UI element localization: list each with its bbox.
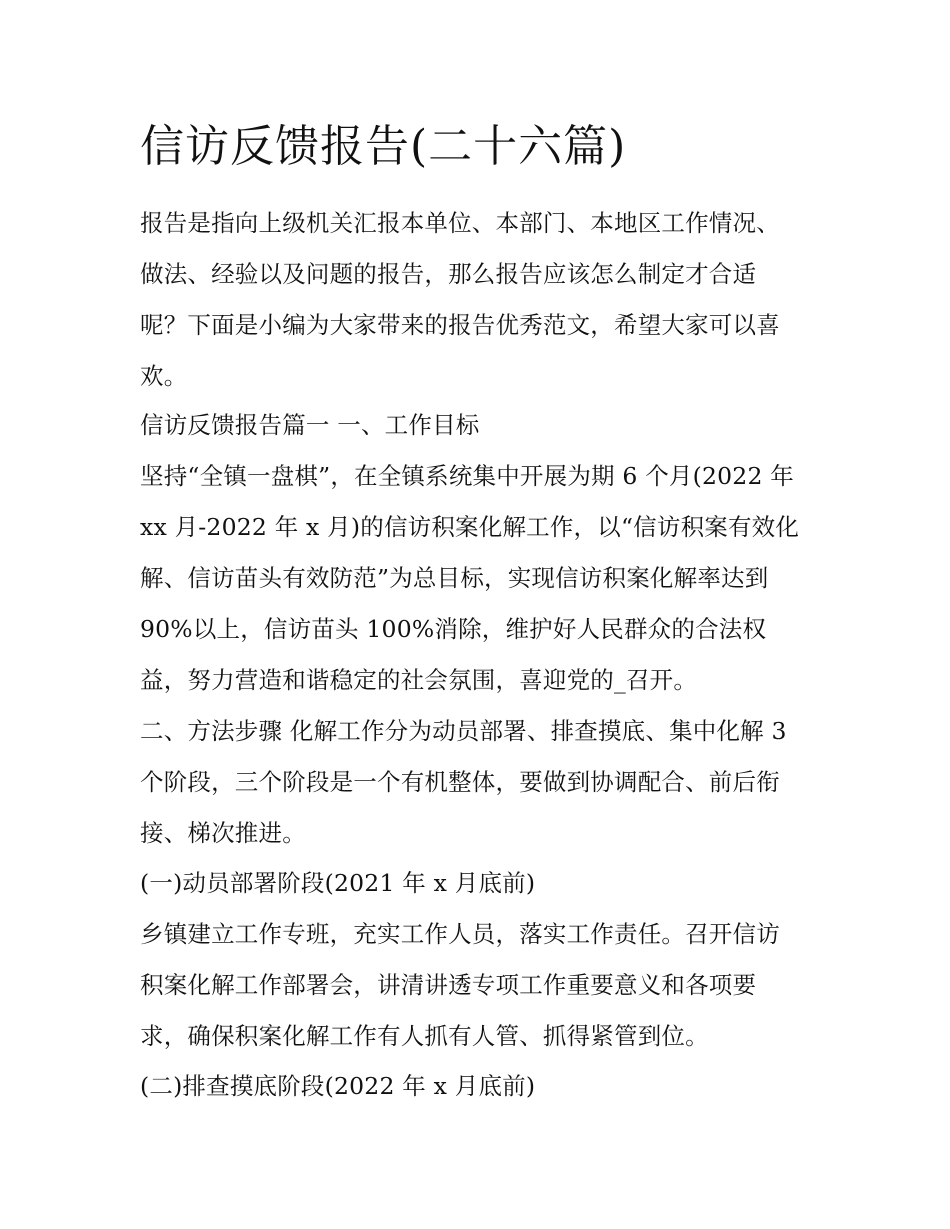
body-line: 报告是指向上级机关汇报本单位、本部门、本地区工作情况、 bbox=[140, 209, 780, 237]
body-line: 呢？下面是小编为大家带来的报告优秀范文，希望大家可以喜 bbox=[140, 311, 780, 339]
body-line: 益，努力营造和谐稳定的社会氛围，喜迎党的_召开。 bbox=[140, 666, 698, 694]
body-line: 积案化解工作部署会，讲清讲透专项工作重要意义和各项要 bbox=[140, 971, 757, 999]
body-line: 求，确保积案化解工作有人抓有人管、抓得紧管到位。 bbox=[140, 1022, 709, 1050]
body-line: 坚持“全镇一盘棋”，在全镇系统集中开展为期 6 个月(2022 年 bbox=[140, 462, 794, 490]
subsection-heading: (二)排查摸底阶段(2022 年 x 月底前) bbox=[140, 1072, 536, 1100]
body-line: 欢。 bbox=[140, 362, 188, 390]
body-line: 做法、经验以及问题的报告，那么报告应该怎么制定才合适 bbox=[140, 260, 757, 288]
body-line: xx 月-2022 年 x 月)的信访积案化解工作，以“信访积案有效化 bbox=[140, 513, 800, 541]
section-heading: 信访反馈报告篇一 一、工作目标 bbox=[140, 411, 480, 439]
subsection-heading: (一)动员部署阶段(2021 年 x 月底前) bbox=[140, 869, 536, 897]
body-line: 二、方法步骤 化解工作分为动员部署、排查摸底、集中化解 3 bbox=[140, 717, 787, 745]
body-line: 解、信访苗头有效防范”为总目标，实现信访积案化解率达到 bbox=[140, 564, 769, 592]
body-line: 个阶段，三个阶段是一个有机整体，要做到协调配合、前后衔 bbox=[140, 768, 780, 796]
body-line: 乡镇建立工作专班，充实工作人员，落实工作责任。召开信访 bbox=[140, 920, 780, 948]
document-title: 信访反馈报告(二十六篇) bbox=[140, 121, 627, 172]
body-line: 90%以上，信访苗头 100%消除，维护好人民群众的合法权 bbox=[140, 615, 767, 643]
body-line: 接、梯次推进。 bbox=[140, 819, 306, 847]
